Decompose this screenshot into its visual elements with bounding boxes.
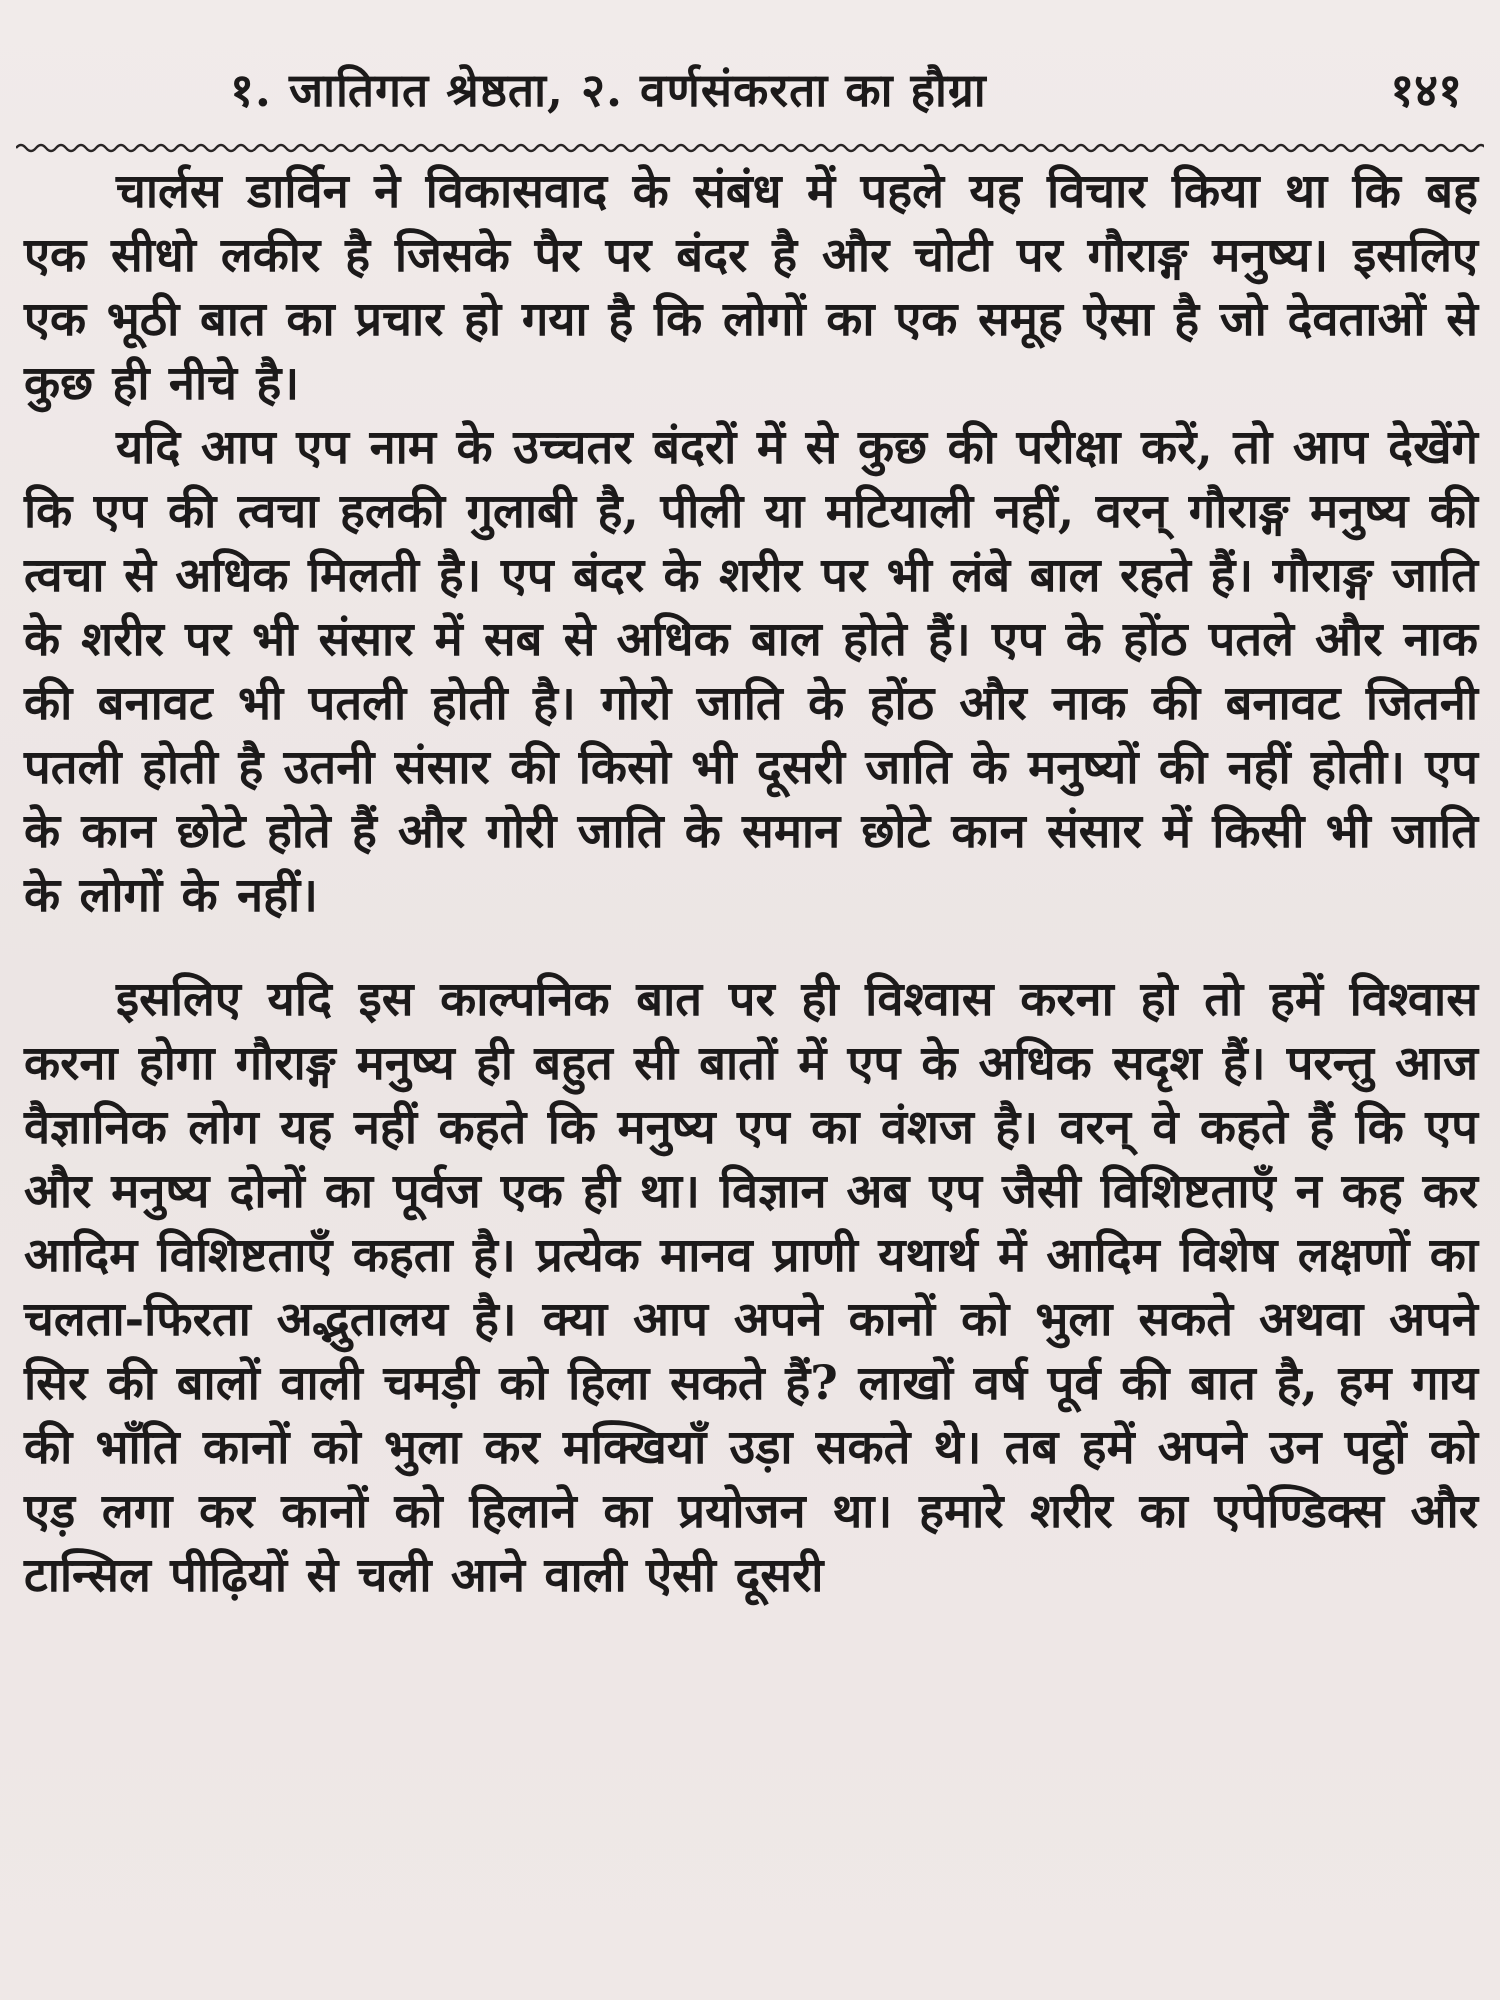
- wavy-divider: [16, 140, 1484, 156]
- paragraph-3: इसलिए यदि इस काल्पनिक बात पर ही विश्वास करना हो तो हमें विश्वास करना होगा गौराङ्ग मनुष्य ही बहुत सी बातों में एप के अधिक सदृश हैं। परन्तु आज वैज्ञानिक लोग यह नहीं कहते कि मनुष्य एप का वंशज है। वरन् वे कहते हैं कि एप और मनुष्य दोनों का पूर्वज एक ही था। विज्ञान अब एप जैसी विशिष्टताएँ न कह कर आदिम विशिष्टताएँ कहता है। प्रत्येक मानव प्राणी यथार्थ में आदिम विशेष लक्षणों का चलता-फिरता अद्भुतालय है। क्या आप अपने कानों को भुला सकते अथवा अपने सिर की बालों वाली चमड़ी को हिला सकते हैं? लाखों वर्ष पूर्व की बात है, हम गाय की भाँति कानों को भुला कर मक्खियाँ उड़ा सकते थे। तब हमें अपने उन पट्ठों को एड़ लगा कर कानों को हिलाने का प्रयोजन था। हमारे शरीर का एपेण्डिक्स और टान्सिल पीढ़ियों से चली आने वाली ऐसी दूसरी: [24, 972, 1478, 1603]
- running-header: [0, 58, 1500, 128]
- body-text: [24, 160, 1478, 1608]
- page-number: १४१: [1390, 63, 1462, 117]
- paragraph-2: यदि आप एप नाम के उच्चतर बंदरों में से कुछ की परीक्षा करें, तो आप देखेंगे कि एप की त्वचा हलकी गुलाबी है, पीली या मटियाली नहीं, वरन् गौराङ्ग मनुष्य की त्वचा से अधिक मिलती है। एप बंदर के शरीर पर भी लंबे बाल रहते हैं। गौराङ्ग जाति के शरीर पर भी संसार में सब से अधिक बाल होते हैं। एप के होंठ पतले और नाक की बनावट भी पतली होती है। गोरो जाति के होंठ और नाक की बनावट जितनी पतली होती है उतनी संसार की किसो भी दूसरी जाति के मनुष्यों की नहीं होती। एप के कान छोटे होते हैं और गोरी जाति के समान छोटे कान संसार में किसी भी जाति के लोगों के नहीं।: [24, 420, 1478, 923]
- paragraph-1: चार्लस डार्विन ने विकासवाद के संबंध में पहले यह विचार किया था कि बह एक सीधो लकीर है जिसके पैर पर बंदर है और चोटी पर गौराङ्ग मनुष्य। इसलिए एक भूठी बात का प्रचार हो गया है कि लोगों का एक समूह ऐसा है जो देवताओं से कुछ ही नीचे है।: [24, 164, 1478, 411]
- running-title: १. जातिगत श्रेष्ठता, २. वर्णसंकरता का हौग्रा: [230, 63, 987, 117]
